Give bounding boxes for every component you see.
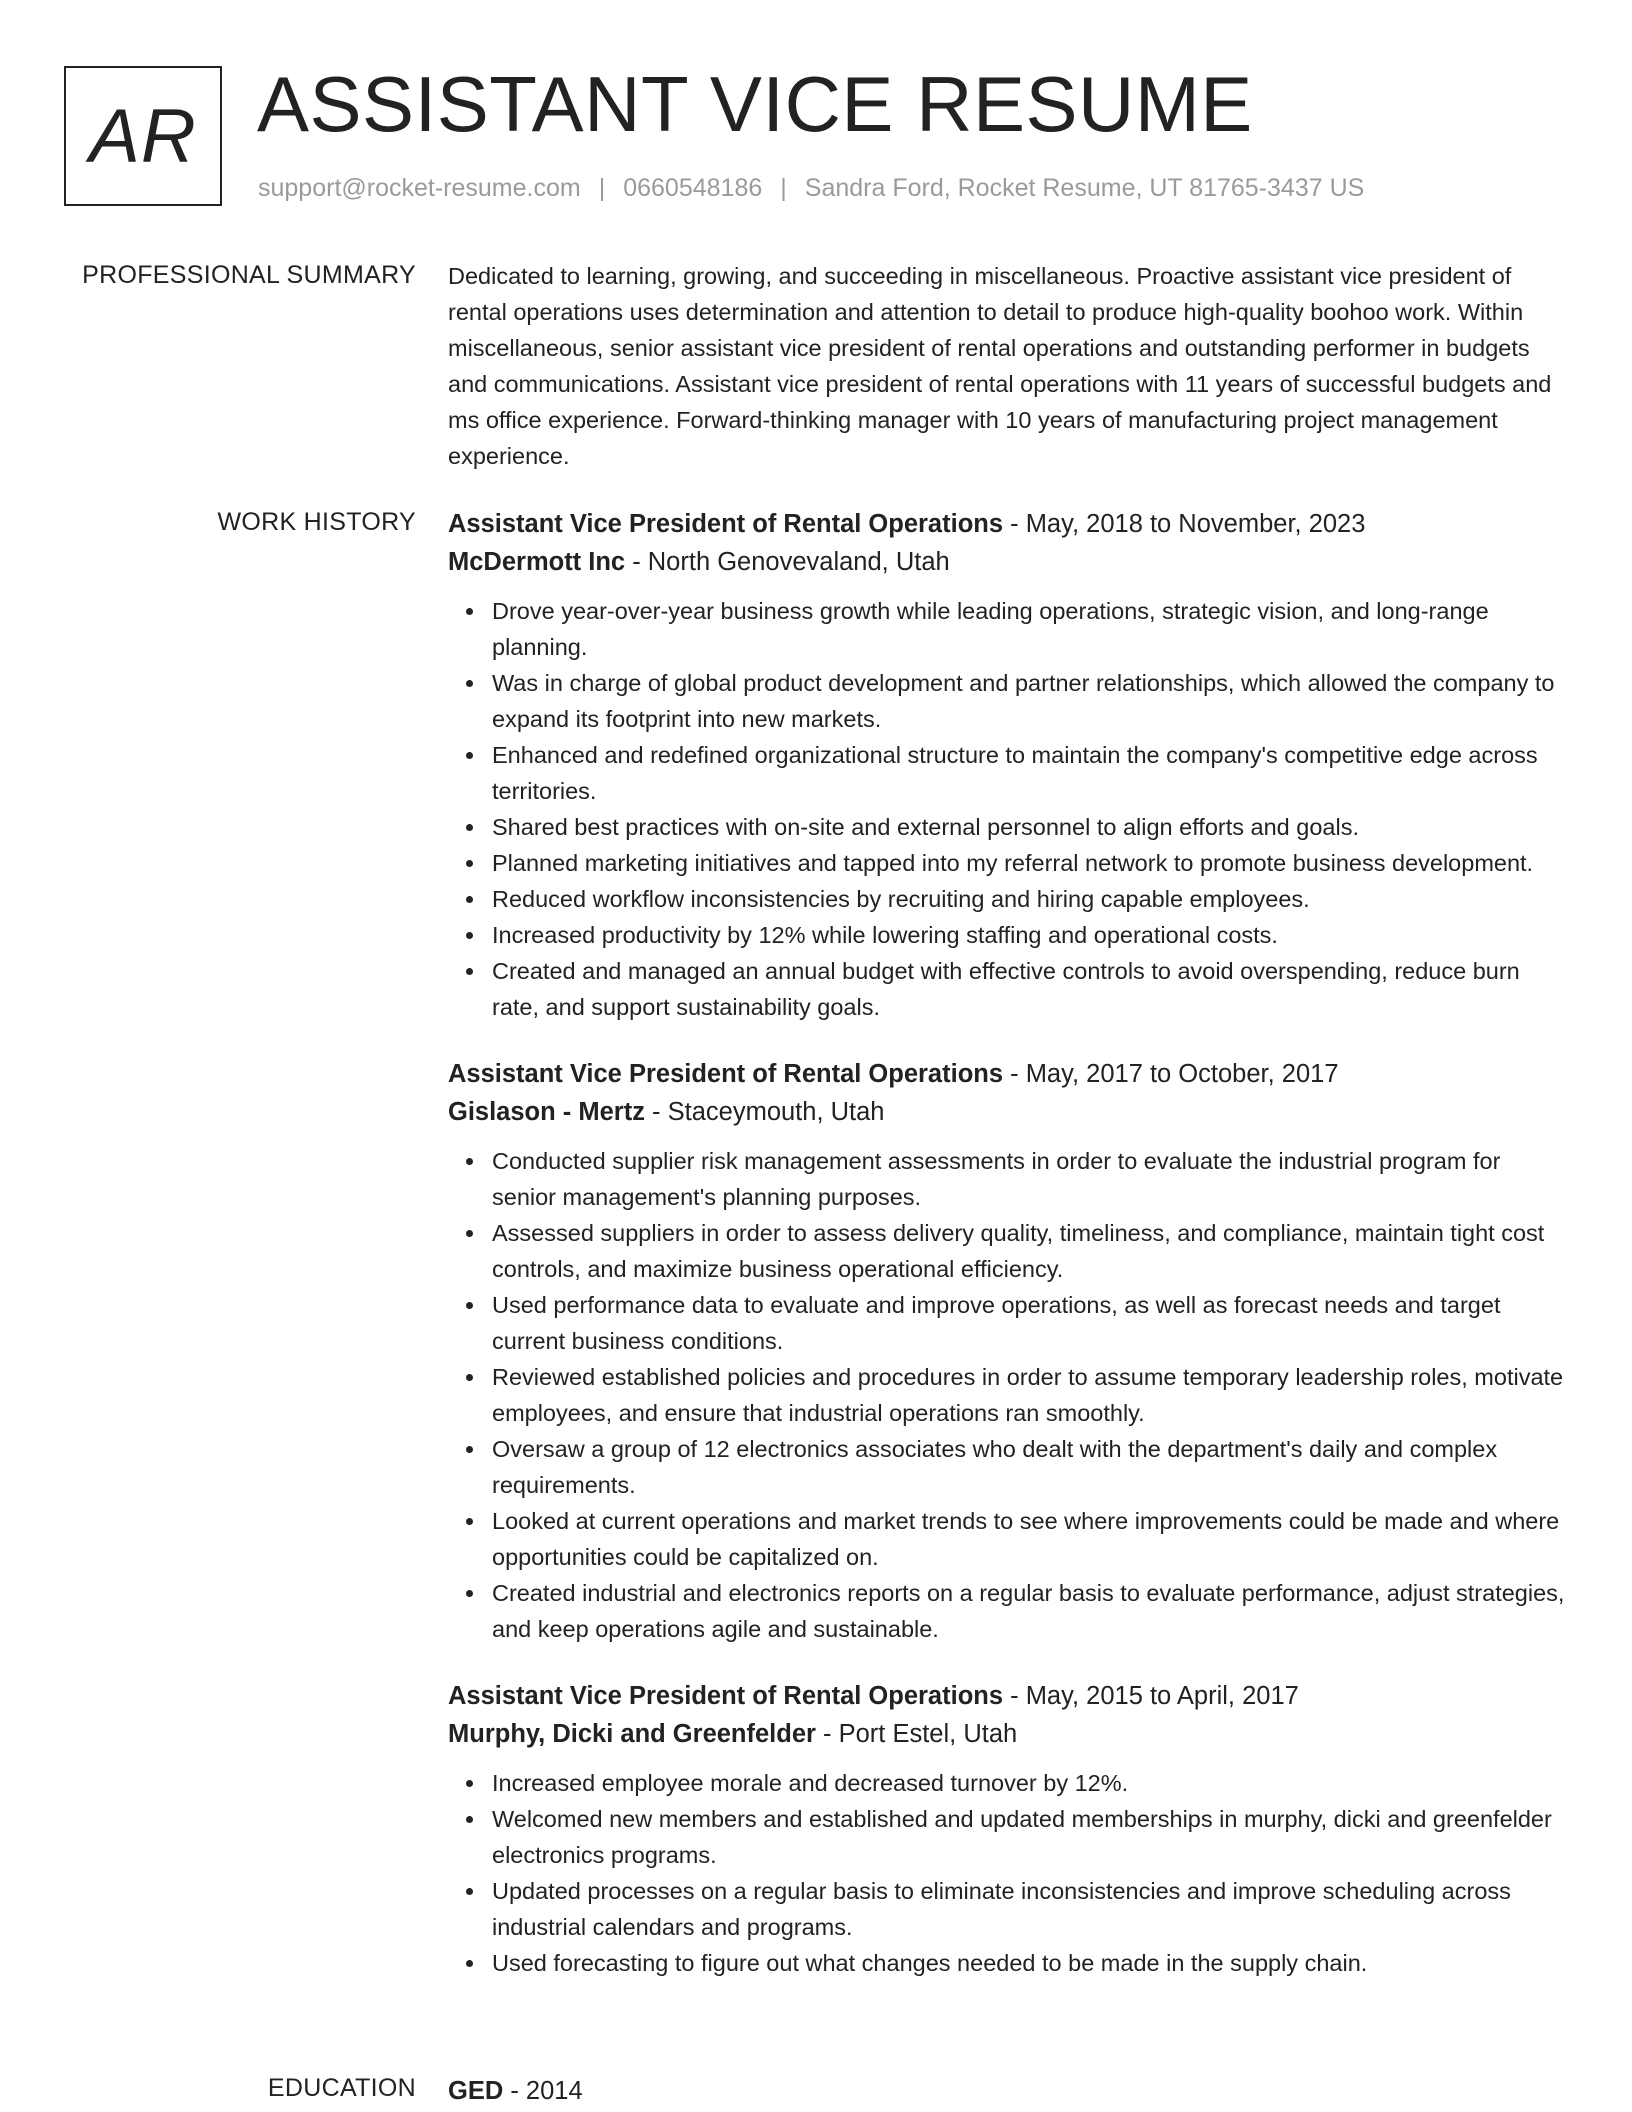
job-bullet: Enhanced and redefined organizational structure to maintain the company's competitive edge across territories. xyxy=(492,737,1570,809)
job-title: Assistant Vice President of Rental Operations xyxy=(448,1060,1004,1088)
candidate-name: ASSISTANT VICE RESUME xyxy=(257,60,1253,148)
job-bullet: Reduced workflow inconsistencies by recruiting and hiring capable employees. xyxy=(492,881,1570,917)
job-company-line xyxy=(448,543,1570,581)
job-bullet: Planned marketing initiatives and tapped into my referral network to promote business development. xyxy=(492,845,1570,881)
monogram-badge: AR xyxy=(64,66,222,206)
education-degree: GED xyxy=(448,2077,504,2105)
contact-line xyxy=(258,174,1364,203)
job-bullet: Looked at current operations and market trends to see where improvements could be made and where opportunities could be capitalized on. xyxy=(492,1503,1570,1575)
job-location: - North Genovevaland, Utah xyxy=(625,548,950,576)
job-bullet: Created industrial and electronics reports on a regular basis to evaluate performance, adjust strategies, and keep operations agile and sustainable. xyxy=(492,1575,1570,1647)
job-bullet: Created and managed an annual budget with effective controls to avoid overspending, reduce burn rate, and support sustainability goals. xyxy=(492,953,1570,1025)
job-title-line xyxy=(448,505,1570,543)
education-label: EDUCATION xyxy=(267,2074,416,2102)
job-entry xyxy=(448,1055,1570,1647)
work-history-body xyxy=(448,505,1570,2011)
contact-phone: 0660548186 xyxy=(623,174,763,202)
contact-separator: | xyxy=(598,174,606,202)
job-company-line xyxy=(448,1715,1570,1753)
job-bullet: Oversaw a group of 12 electronics associates who dealt with the department's daily and complex requirements. xyxy=(492,1431,1570,1503)
job-bullet: Used forecasting to figure out what changes needed to be made in the supply chain. xyxy=(492,1945,1570,1981)
job-dates: - May, 2017 to October, 2017 xyxy=(1003,1060,1339,1088)
job-dates: - May, 2015 to April, 2017 xyxy=(1003,1682,1299,1710)
job-title-line xyxy=(448,1055,1570,1093)
job-bullets xyxy=(448,1765,1570,1981)
summary-label: PROFESSIONAL SUMMARY xyxy=(82,261,416,289)
job-bullet: Assessed suppliers in order to assess delivery quality, timeliness, and compliance, maintain tight cost controls, and maximize business operational efficiency. xyxy=(492,1215,1570,1287)
job-entry xyxy=(448,1677,1570,1981)
job-company: McDermott Inc xyxy=(448,548,626,576)
summary-body xyxy=(448,258,1570,474)
job-location: - Port Estel, Utah xyxy=(815,1720,1018,1748)
job-bullet: Updated processes on a regular basis to eliminate inconsistencies and improve scheduling across industrial calendars and programs. xyxy=(492,1873,1570,1945)
contact-separator: | xyxy=(780,174,787,202)
job-bullet: Increased productivity by 12% while lowering staffing and operational costs. xyxy=(492,917,1570,953)
job-title-line xyxy=(448,1677,1570,1715)
job-bullets xyxy=(448,1143,1570,1647)
job-bullet: Shared best practices with on-site and external personnel to align efforts and goals. xyxy=(492,809,1570,845)
resume-header xyxy=(64,60,1564,216)
job-bullet: Drove year-over-year business growth while leading operations, strategic vision, and long-range planning. xyxy=(492,593,1570,665)
contact-address: Sandra Ford, Rocket Resume, UT 81765-3437 US xyxy=(804,174,1365,202)
job-bullet: Used performance data to evaluate and improve operations, as well as forecast needs and target current business conditions. xyxy=(492,1287,1570,1359)
contact-email: support@rocket-resume.com xyxy=(258,174,581,202)
job-bullet: Welcomed new members and established and updated memberships in murphy, dicki and greenfelder electronics programs. xyxy=(492,1801,1570,1873)
job-location: - Staceymouth, Utah xyxy=(644,1098,885,1126)
job-bullet: Conducted supplier risk management assessments in order to evaluate the industrial program for senior management's planning purposes. xyxy=(492,1143,1570,1215)
job-bullets xyxy=(448,593,1570,1025)
job-bullet: Increased employee morale and decreased turnover by 12%. xyxy=(492,1765,1570,1801)
education-body xyxy=(448,2072,1570,2110)
job-bullet: Was in charge of global product development and partner relationships, which allowed the company to expand its footprint into new markets. xyxy=(492,665,1570,737)
education-year: - 2014 xyxy=(503,2077,583,2105)
job-title: Assistant Vice President of Rental Operations xyxy=(448,1682,1004,1710)
job-title: Assistant Vice President of Rental Operations xyxy=(448,510,1004,538)
summary-text: Dedicated to learning, growing, and succeeding in miscellaneous. Proactive assistant vice president of rental operations uses determination and attention to detail to produce high-quality boohoo work. Within miscellaneous, senior assistant vice president of rental operations and outstanding performer in budgets and communications. Assistant vice president of rental operations with 11 years of successful budgets and ms office experience. Forward-thinking manager with 10 years of manufacturing project management experience. xyxy=(448,263,1552,469)
job-entry xyxy=(448,505,1570,1025)
job-company: Gislason - Mertz xyxy=(448,1098,645,1126)
job-company-line xyxy=(448,1093,1570,1131)
job-dates: - May, 2018 to November, 2023 xyxy=(1003,510,1366,538)
job-bullet: Reviewed established policies and procedures in order to assume temporary leadership roles, motivate employees, and ensure that industrial operations ran smoothly. xyxy=(492,1359,1570,1431)
education-line xyxy=(448,2072,1570,2110)
work-history-label: WORK HISTORY xyxy=(217,508,416,536)
job-company: Murphy, Dicki and Greenfelder xyxy=(448,1720,816,1748)
